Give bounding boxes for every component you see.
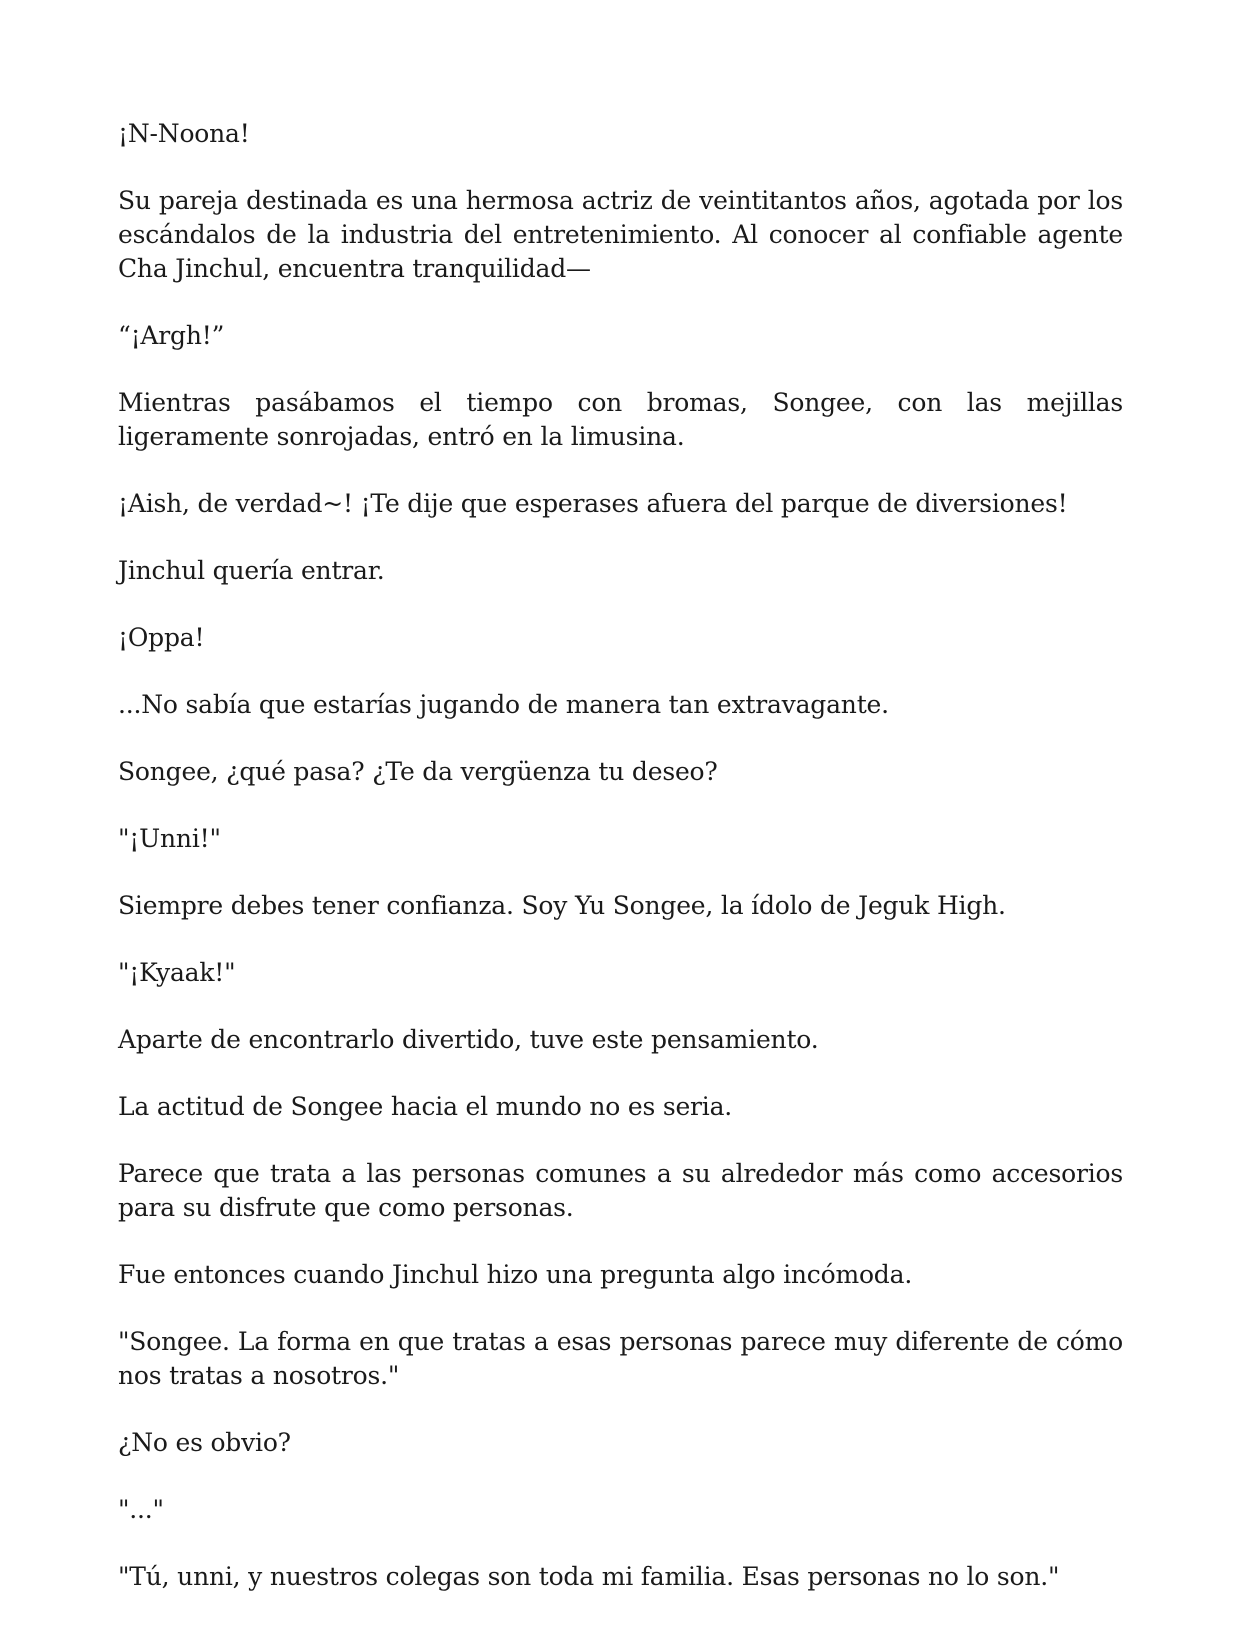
paragraph-10: "¡Unni!" (118, 824, 221, 853)
paragraph-2: Su pareja destinada es una hermosa actriz de veintitantos años, agotada por los escándalos de la industria del entretenimiento. Al conocer al confiable agente Cha Jinchul, encuentra tranquilidad— (118, 186, 1123, 283)
paragraph-20: "Tú, unni, y nuestros colegas son toda mi familia. Esas personas no lo son." (118, 1562, 1060, 1591)
paragraph-5: ¡Aish, de verdad~! ¡Te dije que esperases afuera del parque de diversiones! (118, 489, 1068, 518)
document-body (118, 117, 1123, 1627)
paragraph-14: La actitud de Songee hacia el mundo no es seria. (118, 1092, 733, 1121)
paragraph-3: “¡Argh!” (118, 321, 225, 350)
paragraph-12: "¡Kyaak!" (118, 958, 236, 987)
paragraph-17: "Songee. La forma en que tratas a esas personas parece muy diferente de cómo nos tratas a nosotros." (118, 1327, 1123, 1390)
paragraph-13: Aparte de encontrarlo divertido, tuve este pensamiento. (118, 1025, 819, 1054)
paragraph-15: Parece que trata a las personas comunes a su alrededor más como accesorios para su disfrute que como personas. (118, 1159, 1123, 1222)
paragraph-4: Mientras pasábamos el tiempo con bromas, Songee, con las mejillas ligeramente sonrojadas, entró en la limusina. (118, 388, 1123, 451)
paragraph-1: ¡N-Noona! (118, 119, 250, 148)
paragraph-16: Fue entonces cuando Jinchul hizo una pregunta algo incómoda. (118, 1260, 913, 1289)
paragraph-11: Siempre debes tener confianza. Soy Yu Songee, la ídolo de Jeguk High. (118, 891, 1006, 920)
paragraph-6: Jinchul quería entrar. (118, 556, 385, 585)
paragraph-9: Songee, ¿qué pasa? ¿Te da vergüenza tu deseo? (118, 757, 718, 786)
paragraph-19: "..." (118, 1495, 164, 1524)
paragraph-18: ¿No es obvio? (118, 1428, 291, 1457)
paragraph-8: ...No sabía que estarías jugando de manera tan extravagante. (118, 690, 889, 719)
paragraph-7: ¡Oppa! (118, 623, 205, 652)
